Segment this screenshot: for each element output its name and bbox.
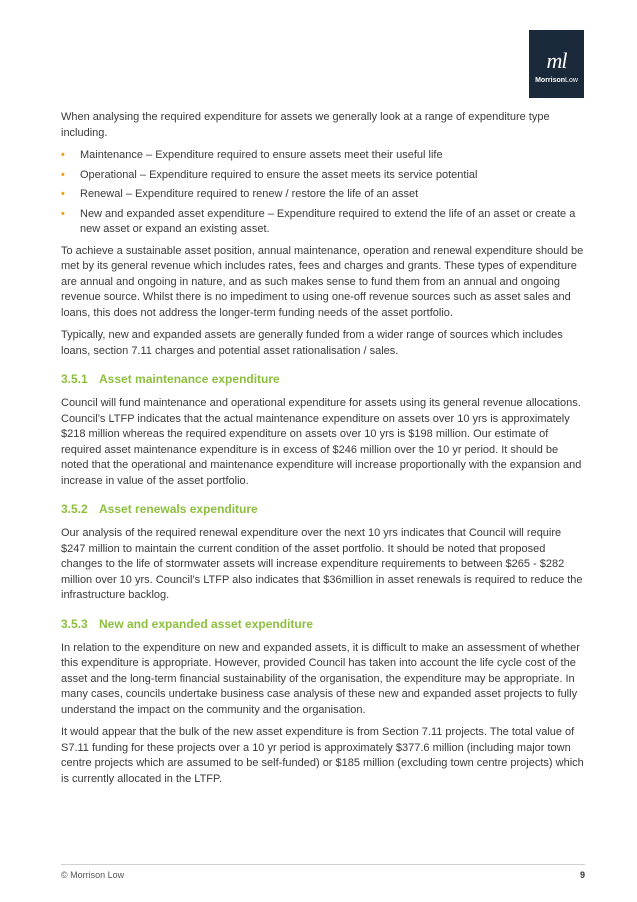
list-item-text: Maintenance – Expenditure required to ensure assets meet their useful life: [80, 149, 443, 161]
section-title: Asset maintenance expenditure: [99, 372, 280, 386]
section-number: 3.5.2: [61, 502, 88, 516]
list-item: [61, 187, 585, 203]
funding-sources-paragraph: Typically, new and expanded assets are generally funded from a wider range of sources which includes loans, section 7.11 charges and potential asset rationalisation / sales.: [61, 329, 563, 357]
sustainable-position-paragraph: To achieve a sustainable asset position, annual maintenance, operation and renewal expenditure should be met by its general revenue which includes rates, fees and charges and grants. These types of expenditure are annual and ongoing in nature, and as such makes sense to fund them from an annual and ongoing revenue source. Whilst there is no impediment to using one-off revenue sources such as asset sales and loans, this does not address the longer-term funding needs of the asset portfolio.: [61, 244, 584, 319]
section-title: New and expanded asset expenditure: [99, 616, 314, 631]
section-heading-3-5-3: [61, 616, 585, 632]
section-number: 3.5.1: [61, 372, 88, 386]
expenditure-type-list: [61, 148, 585, 238]
list-item-text: New and expanded asset expenditure – Expenditure required to extend the life of an asset or create a new asset or expand an existing asset.: [80, 207, 576, 235]
logo-word-light: Low: [565, 77, 578, 84]
morrison-low-logo: [529, 30, 584, 98]
section-heading-3-5-1: [61, 371, 585, 387]
logo-mark: ml: [546, 48, 567, 73]
page-content: [61, 110, 585, 794]
page-number: 9: [579, 870, 585, 880]
section-paragraph: In relation to the expenditure on new and expanded assets, it is difficult to make an assessment of whether this expenditure is appropriate. However, provided Council has taken into account the life cycle cost of the asset and the long-term financial sustainability of the organisation, the expenditure may be appropriate. In many cases, councils undertake business case analysis of these new and expanded asset projects to fully understand the impact on the community and the organisation.: [61, 641, 580, 716]
list-item-text: Operational – Expenditure required to ensure the asset meets its service potential: [80, 168, 478, 181]
list-item: [61, 168, 585, 184]
section-paragraph: Council will fund maintenance and operational expenditure for assets using its general revenue allocations. Council’s LTFP indicates that the actual maintenance expenditure on assets over 10 yrs is approximately $218 million whereas the required expenditure on assets over 10 yrs is $198 million. Our estimate of required asset maintenance expenditure is in excess of $246 million over the 10 yr period. It should be noted that the operational and maintenance expenditure will increase proportionally with the expansion and increase in value of the asset portfolio.: [61, 397, 582, 487]
list-item: [61, 148, 585, 164]
section-title: Asset renewals expenditure: [99, 502, 258, 516]
bullet-icon: •: [61, 188, 65, 200]
list-item: [61, 207, 585, 238]
bullet-icon: •: [61, 207, 65, 220]
list-item-text: Renewal – Expenditure required to renew / restore the life of an asset: [80, 188, 419, 200]
section-paragraph: Our analysis of the required renewal expenditure over the next 10 yrs indicates that Council will require $247 million to maintain the current condition of the asset portfolio. It should be noted that proposed changes to the life of stormwater assets will increase expenditure requirements to between $265 - $282 million over 10 yrs. Council’s LTFP also indicates that $36million in asset renewals is required to reduce the infrastructure backlog.: [61, 527, 583, 601]
footer-copyright: © Morrison Low: [61, 870, 125, 880]
section-paragraph: It would appear that the bulk of the new asset expenditure is from Section 7.11 projects. The total value of S7.11 funding for these projects over a 10 yr period is approximately $377.6 million (including major town centre projects which are assumed to be self-funded) or $185 million (excluding town centre projects) which is currently allocated in the LTFP.: [61, 726, 584, 785]
bullet-icon: •: [61, 168, 65, 181]
bullet-icon: •: [61, 149, 65, 161]
intro-paragraph: When analysing the required expenditure for assets we generally look at a range of expenditure type including.: [61, 111, 550, 139]
section-number: 3.5.3: [61, 616, 88, 631]
logo-word-bold: Morrison: [535, 77, 566, 84]
logo-wordmark: [529, 76, 584, 85]
section-heading-3-5-2: [61, 501, 585, 517]
footer-divider: [61, 864, 585, 865]
